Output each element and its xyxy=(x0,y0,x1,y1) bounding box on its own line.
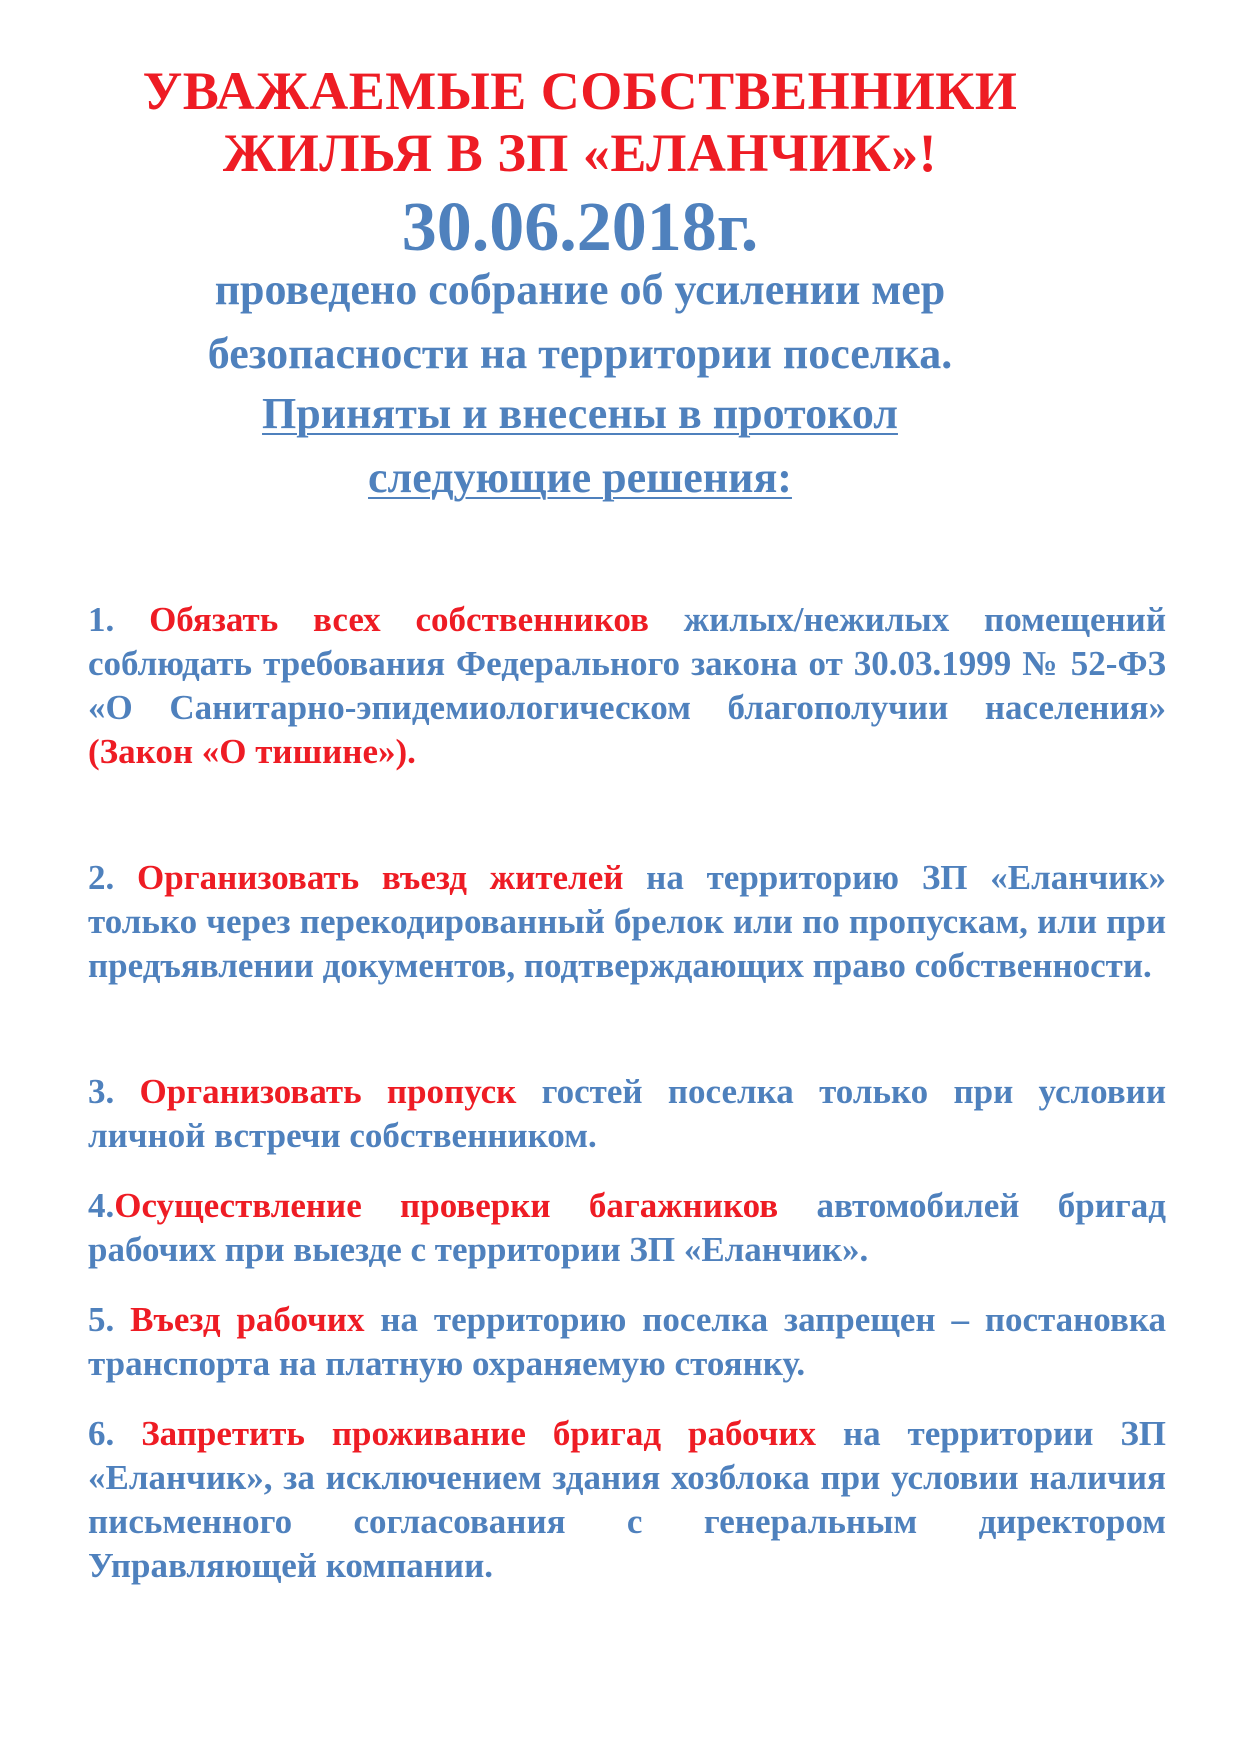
decisions-heading-line-1: Приняты и внесены в протокол xyxy=(262,389,898,438)
decision-text: жилых/нежилых помещений соблюдать требования Федерального закона от 30.03.1999 № 52-ФЗ «О Санитарно-эпидемиологическом благополучии населения» xyxy=(88,600,1166,727)
decision-lead: Обязать всех собственников xyxy=(149,600,649,639)
decision-lead: Осуществление проверки багажников xyxy=(114,1186,779,1225)
decision-text: на территорию ЗП «Еланчик» только через перекодированный брелок или по пропускам, или при предъявлении документов, подтверждающих право собственности. xyxy=(88,858,1167,985)
title-line-1: УВАЖАЕМЫЕ СОБСТВЕННИКИ xyxy=(142,61,1018,121)
decision-text: на территорию поселка запрещен – постановка транспорта на платную охраняемую стоянку. xyxy=(88,1300,1166,1383)
decision-text: на территории ЗП «Еланчик», за исключением здания хозблока при условии наличия письменного согласования с генеральным директором Управляющей компании. xyxy=(88,1414,1167,1585)
intro-line-2: безопасности на территории поселка. xyxy=(207,329,953,378)
decision-number: 2. xyxy=(88,858,138,897)
decision-item-4 xyxy=(88,1184,1166,1272)
decision-item-6 xyxy=(88,1412,1166,1588)
decision-lead: Организовать въезд жителей xyxy=(137,858,624,897)
decision-item-1 xyxy=(88,598,1166,774)
decision-item-2 xyxy=(88,856,1166,988)
decision-item-3 xyxy=(88,1070,1166,1158)
notice-title xyxy=(80,60,1080,184)
intro-line-1: проведено собрание об усилении мер xyxy=(214,265,946,314)
decisions-heading-line-2: следующие решения: xyxy=(368,453,792,502)
decision-text: гостей поселка только при условии личной встречи собственником. xyxy=(88,1072,1166,1155)
decision-number: 4. xyxy=(88,1186,115,1225)
decision-lead: Въезд рабочих xyxy=(130,1300,365,1339)
decision-tail: (Закон «О тишине»). xyxy=(88,732,416,771)
title-line-2: ЖИЛЬЯ В ЗП «ЕЛАНЧИК»! xyxy=(222,123,938,183)
meeting-intro xyxy=(80,258,1080,386)
decision-number: 1. xyxy=(88,600,150,639)
decision-lead: Запретить проживание бригад рабочих xyxy=(141,1414,817,1453)
decision-text: автомобилей бригад рабочих при выезде с территории ЗП «Еланчик». xyxy=(88,1186,1166,1269)
decisions-heading xyxy=(80,382,1080,510)
decision-number: 6. xyxy=(88,1414,142,1453)
decision-item-5 xyxy=(88,1298,1166,1386)
meeting-date: 30.06.2018г. xyxy=(401,189,759,266)
decision-number: 3. xyxy=(88,1072,140,1111)
decision-lead: Организовать пропуск xyxy=(139,1072,517,1111)
decision-number: 5. xyxy=(88,1300,131,1339)
